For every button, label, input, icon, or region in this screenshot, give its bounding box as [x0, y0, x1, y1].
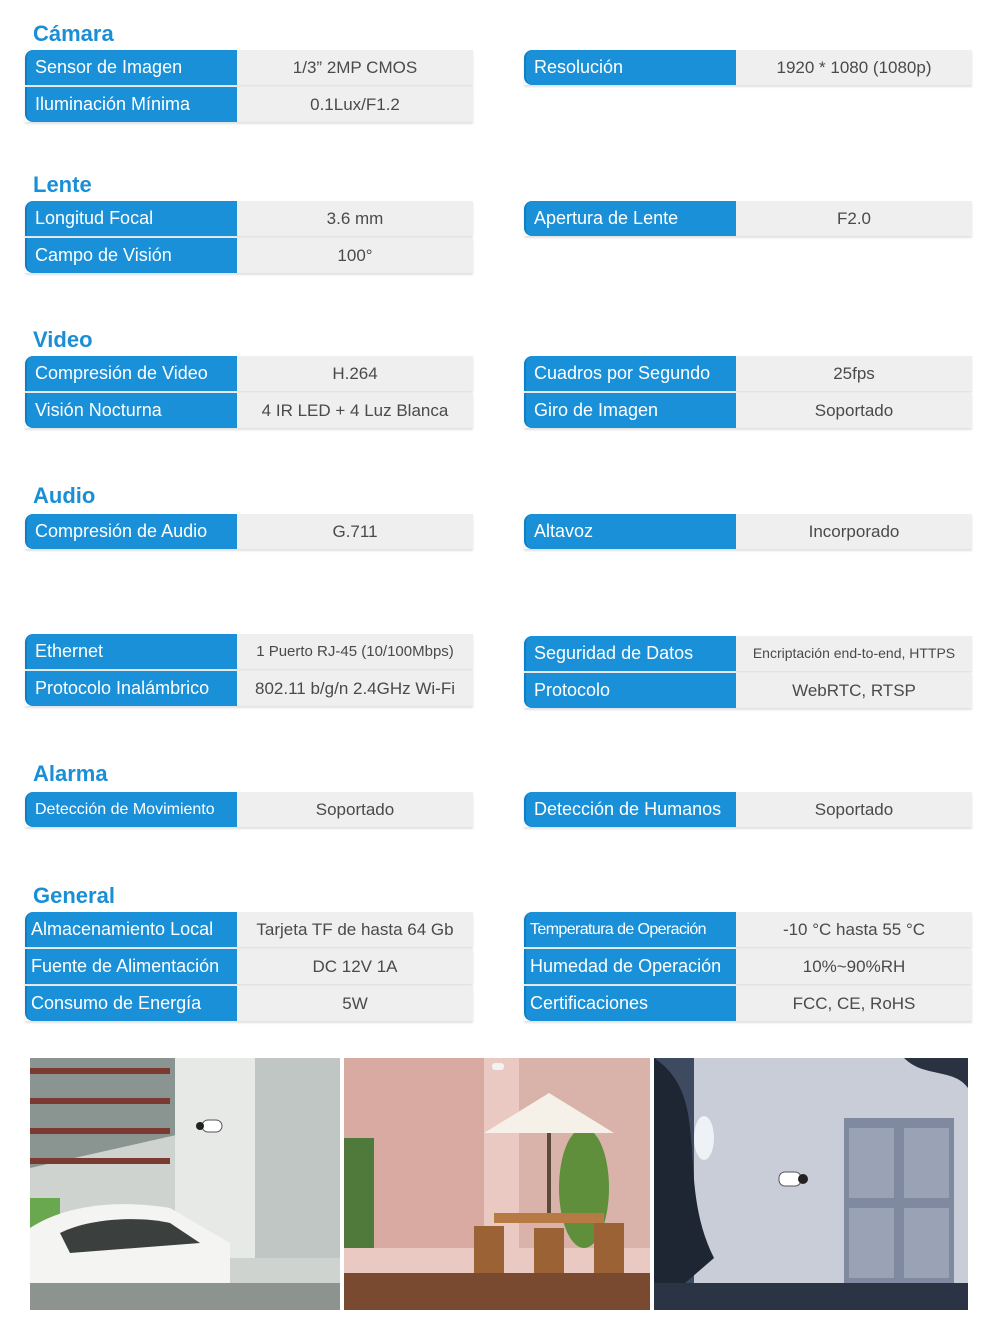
spec-row [25, 986, 473, 1021]
spec-label: Giro de Imagen [524, 393, 736, 428]
general-spec-table-right [524, 912, 972, 1023]
spec-value: H.264 [237, 356, 473, 391]
camara-spec-table-right [524, 50, 972, 87]
spec-label: Almacenamiento Local [25, 912, 237, 947]
spec-value: DC 12V 1A [237, 949, 473, 984]
spec-label: Sensor de Imagen [25, 50, 237, 85]
spec-label: Apertura de Lente [524, 201, 736, 236]
spec-label: Iluminación Mínima [25, 87, 237, 122]
spec-row [25, 949, 473, 984]
spec-value: Soportado [237, 792, 473, 827]
video-spec-table-left [25, 356, 473, 430]
spec-value: G.711 [237, 514, 473, 549]
red-spec-table-left [25, 634, 473, 708]
spec-value: 1/3” 2MP CMOS [237, 50, 473, 85]
spec-row [25, 50, 473, 85]
spec-row [524, 50, 972, 85]
spec-value: WebRTC, RTSP [736, 673, 972, 708]
spec-row [25, 912, 473, 947]
spec-row [524, 673, 972, 708]
spec-value: 1920 * 1080 (1080p) [736, 50, 972, 85]
spec-value: 0.1Lux/F1.2 [237, 87, 473, 122]
spec-row [25, 87, 473, 122]
photo-parking-garage [30, 1058, 340, 1310]
audio-spec-table-left [25, 514, 473, 551]
spec-label: Detección de Movimiento [25, 792, 237, 827]
spec-label: Campo de Visión [25, 238, 237, 273]
spec-value: F2.0 [736, 201, 972, 236]
alarma-spec-table-left [25, 792, 473, 829]
photo-patio [344, 1058, 650, 1310]
lente-spec-table-left [25, 201, 473, 275]
spec-value: Encriptación end-to-end, HTTPS [736, 636, 972, 671]
spec-row [524, 356, 972, 391]
spec-row [524, 201, 972, 236]
spec-label: Detección de Humanos [524, 792, 736, 827]
section-title-general: General [33, 883, 115, 908]
video-spec-table-right [524, 356, 972, 430]
spec-row [25, 514, 473, 549]
spec-row [524, 636, 972, 671]
spec-label: Consumo de Energía [25, 986, 237, 1021]
spec-value: 5W [237, 986, 473, 1021]
alarma-spec-table-right [524, 792, 972, 829]
spec-label: Humedad de Operación [524, 949, 736, 984]
spec-value: 25fps [736, 356, 972, 391]
section-title-lente: Lente [33, 172, 92, 197]
spec-row [524, 514, 972, 549]
spec-row [524, 393, 972, 428]
spec-value: 802.11 b/g/n 2.4GHz Wi-Fi [237, 671, 473, 706]
general-spec-table-left [25, 912, 473, 1023]
spec-value: Soportado [736, 792, 972, 827]
spec-label: Compresión de Video [25, 356, 237, 391]
section-title-video: Video [33, 327, 93, 352]
spec-value: 3.6 mm [237, 201, 473, 236]
camara-spec-table-left [25, 50, 473, 124]
section-title-alarma: Alarma [33, 761, 108, 786]
spec-value: 100° [237, 238, 473, 273]
spec-value: FCC, CE, RoHS [736, 986, 972, 1021]
spec-row [25, 671, 473, 706]
spec-label: Longitud Focal [25, 201, 237, 236]
spec-row [25, 356, 473, 391]
section-title-camara: Cámara [33, 21, 114, 46]
spec-label: Ethernet [25, 634, 237, 669]
section-title-audio: Audio [33, 483, 96, 508]
spec-row [25, 792, 473, 827]
spec-value: Tarjeta TF de hasta 64 Gb [237, 912, 473, 947]
spec-label: Seguridad de Datos [524, 636, 736, 671]
spec-label: Certificaciones [524, 986, 736, 1021]
spec-value: Incorporado [736, 514, 972, 549]
spec-value: 1 Puerto RJ-45 (10/100Mbps) [237, 634, 473, 669]
spec-label: Fuente de Alimentación [25, 949, 237, 984]
spec-label: Resolución [524, 50, 736, 85]
spec-label: Compresión de Audio [25, 514, 237, 549]
spec-row [25, 634, 473, 669]
spec-row [25, 201, 473, 236]
spec-label: Visión Nocturna [25, 393, 237, 428]
spec-row [524, 792, 972, 827]
lente-spec-table-right [524, 201, 972, 238]
spec-value: Soportado [736, 393, 972, 428]
spec-label: Protocolo Inalámbrico [25, 671, 237, 706]
spec-label: Cuadros por Segundo [524, 356, 736, 391]
spec-row [524, 986, 972, 1021]
spec-row [25, 238, 473, 273]
spec-label: Protocolo [524, 673, 736, 708]
spec-value: -10 °C hasta 55 °C [736, 912, 972, 947]
photo-night-house [654, 1058, 968, 1310]
spec-value: 10%~90%RH [736, 949, 972, 984]
audio-spec-table-right [524, 514, 972, 551]
spec-label: Altavoz [524, 514, 736, 549]
spec-row [524, 949, 972, 984]
red-spec-table-right [524, 636, 972, 710]
spec-row [25, 393, 473, 428]
spec-value: 4 IR LED + 4 Luz Blanca [237, 393, 473, 428]
spec-label: Temperatura de Operación [524, 912, 736, 947]
spec-row [524, 912, 972, 947]
